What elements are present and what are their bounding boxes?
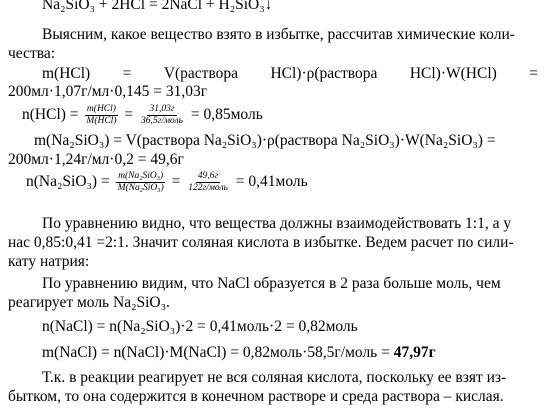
reaction-equation: Na₂SiO₃ + 2HCl = 2NaCl + H₂SiO₃↓: [42, 0, 273, 13]
formula-line: m(Na₂SiO₃) = V(раствора Na₂SiO₃)·ρ(раствора Na₂SiO₃)·W(Na₂SiO₃) =: [34, 132, 496, 149]
formula-line: 200мл·1,07г/мл·0,145 = 31,03г: [8, 83, 208, 100]
fraction: [186, 171, 230, 194]
formula-part: = 0,85моль: [190, 106, 263, 124]
formula-part: =: [122, 65, 132, 82]
formula-line: [26, 171, 308, 194]
text-line: чества:: [8, 45, 56, 62]
formula-part: n(HCl) =: [22, 106, 79, 124]
denominator: M(HCl): [86, 116, 117, 126]
formula-part: =: [171, 173, 181, 191]
denominator: 36,5г/моль: [140, 116, 183, 126]
final-answer: 47,97г: [393, 344, 436, 361]
formula-line: [22, 104, 263, 127]
formula-part: =: [124, 106, 134, 124]
numerator: 31,03г: [149, 104, 175, 114]
text-line: Выясним, какое вещество взято в избытке, рассчитав химические коли-: [42, 26, 515, 43]
formula-part: =: [529, 65, 538, 82]
numerator: m(HCl): [86, 104, 116, 114]
formula-part: HCl)·ρ(раствора: [270, 65, 378, 82]
formula-part: m(HCl): [42, 65, 91, 82]
text-line: По уравнению видим, что NaCl образуется в 2 раза больше моль, чем: [42, 275, 501, 292]
formula-line: n(NaCl) = n(Na₂SiO₃)·2 = 0,41моль·2 = 0,82моль: [42, 318, 358, 335]
text-line: Т.к. в реакции реагирует не вся соляная кислота, поскольку ее взят из-: [42, 369, 507, 386]
formula-line: [42, 344, 436, 361]
formula-part: m(NaCl) = n(NaCl)·M(NaCl) = 0,82моль·58,5г/моль =: [42, 344, 390, 361]
formula-part: HCl)·W(HCl): [409, 65, 497, 82]
formula-line: [42, 65, 538, 82]
numerator: m(Na₂SiO₃): [118, 171, 164, 181]
numerator: 49,6г: [197, 171, 219, 181]
text-line: реагирует моль Na₂SiO₃.: [8, 294, 170, 311]
formula-part: = 0,41моль: [235, 173, 308, 191]
text-line: нас 0,85:0,41 =2:1. Значит соляная кислота в избытке. Ведем расчет по сили-: [8, 234, 514, 251]
formula-line: 200мл·1,24г/мл·0,2 = 49,6г: [8, 151, 184, 168]
fraction: [139, 104, 185, 127]
text-line: бытком, то она содержится в конечном растворе и среда раствора – кислая.: [8, 388, 504, 405]
formula-part: V(раствора: [163, 65, 239, 82]
text-line: По уравнению видно, что вещества должны взаимодействовать 1:1, а у: [42, 215, 512, 232]
denominator: M(Na₂SiO₃): [117, 183, 164, 193]
fraction: [84, 104, 118, 127]
formula-part: n(Na₂SiO₃) =: [26, 173, 110, 191]
text-line: кату натрия:: [8, 253, 90, 270]
fraction: [116, 171, 166, 194]
denominator: 122г/моль: [188, 183, 228, 193]
